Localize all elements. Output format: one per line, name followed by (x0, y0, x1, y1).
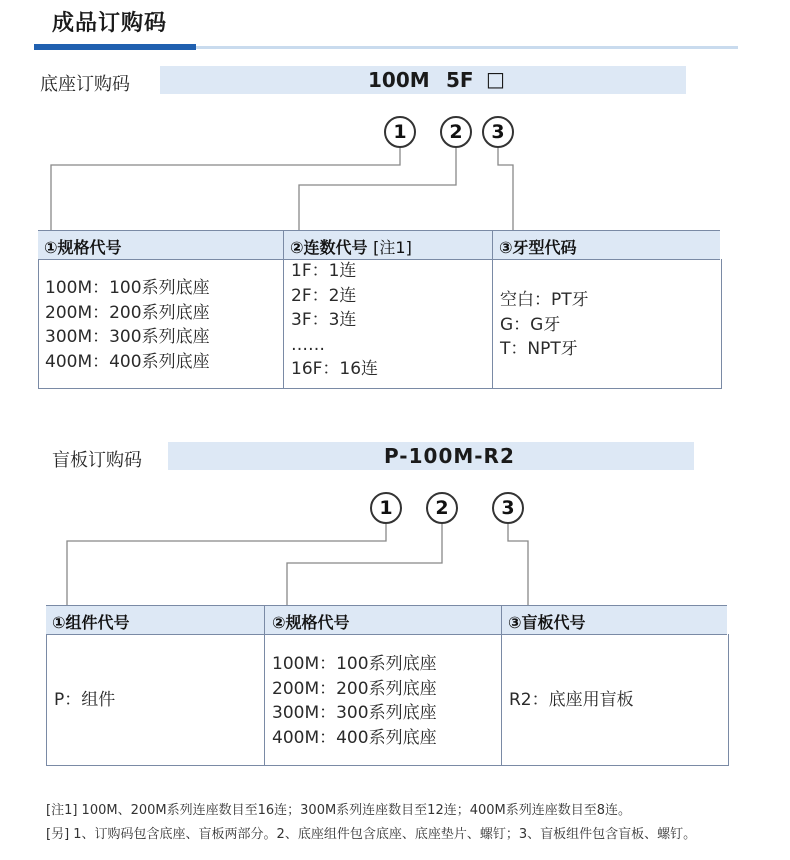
footnote-2: [另] 1、订购码包含底座、盲板两部分。2、底座组件包含底座、底座垫片、螺钉；3、盲板组件包含盲板、螺钉。 (46, 827, 697, 842)
blank-order-label: 盲板订购码 (52, 450, 142, 471)
list-item: P：组件 (54, 690, 116, 710)
list-item: 1F：1连 (291, 261, 357, 281)
base-header-count-text: ②连数代号 (290, 238, 368, 257)
list-item: 100M：100系列底座 (272, 654, 437, 674)
blank-assembly-list (54, 688, 115, 713)
base-spec-list (45, 276, 210, 374)
list-item: 400M：400系列底座 (45, 351, 210, 372)
list-item: 16F：16连 (291, 359, 379, 379)
blank-circle-2: 2 (426, 492, 458, 524)
blank-header-plate: ③盲板代号 (508, 613, 586, 632)
list-item: 200M：200系列底座 (272, 678, 437, 699)
blank-circle-3: 3 (492, 492, 524, 524)
list-item: 200M：200系列底座 (45, 302, 210, 323)
blank-circle-1: 1 (370, 492, 402, 524)
list-item: …… (291, 334, 325, 355)
blank-header-spec: ②规格代号 (272, 613, 350, 632)
list-item: G：G牙 (500, 314, 561, 335)
footnote-1: [注1] 100M、200M系列连座数目至16连；300M系列连座数目至12连；400M系列连座数目至8连。 (46, 803, 632, 818)
base-circle-3: 3 (482, 116, 514, 148)
list-item: R2：底座用盲板 (509, 690, 634, 710)
base-table-header (38, 230, 720, 260)
blank-table-header (46, 605, 727, 635)
list-item: 3F：3连 (291, 310, 357, 330)
base-header-thread: ③牙型代码 (499, 238, 577, 257)
blank-spec-list (272, 652, 437, 750)
base-code-spec: 100M (368, 68, 430, 92)
base-order-label: 底座订购码 (40, 74, 130, 95)
base-thread-list (500, 288, 589, 362)
base-header-count (290, 235, 412, 258)
base-code-thread: □ (486, 67, 505, 91)
list-item: 空白：PT牙 (500, 290, 589, 310)
blank-code: P-100M-R2 (384, 444, 515, 468)
base-header-count-note: [注1] (373, 238, 412, 257)
list-item: 100M：100系列底座 (45, 278, 210, 298)
list-item: 2F：2连 (291, 285, 357, 306)
list-item: 300M：300系列底座 (272, 703, 437, 723)
base-code-count: 5F (446, 68, 474, 92)
base-circle-1: 1 (384, 116, 416, 148)
blank-code-bar (168, 442, 694, 470)
base-header-spec: ①规格代号 (44, 238, 122, 257)
list-item: 300M：300系列底座 (45, 327, 210, 347)
base-count-list (291, 259, 378, 382)
blank-plate-list (509, 688, 634, 713)
base-code-bar (160, 66, 686, 94)
list-item: 400M：400系列底座 (272, 727, 437, 748)
page-title: 成品订购码 (52, 11, 168, 36)
base-circle-2: 2 (440, 116, 472, 148)
blank-header-assembly: ①组件代号 (52, 613, 130, 632)
list-item: T：NPT牙 (500, 339, 578, 359)
